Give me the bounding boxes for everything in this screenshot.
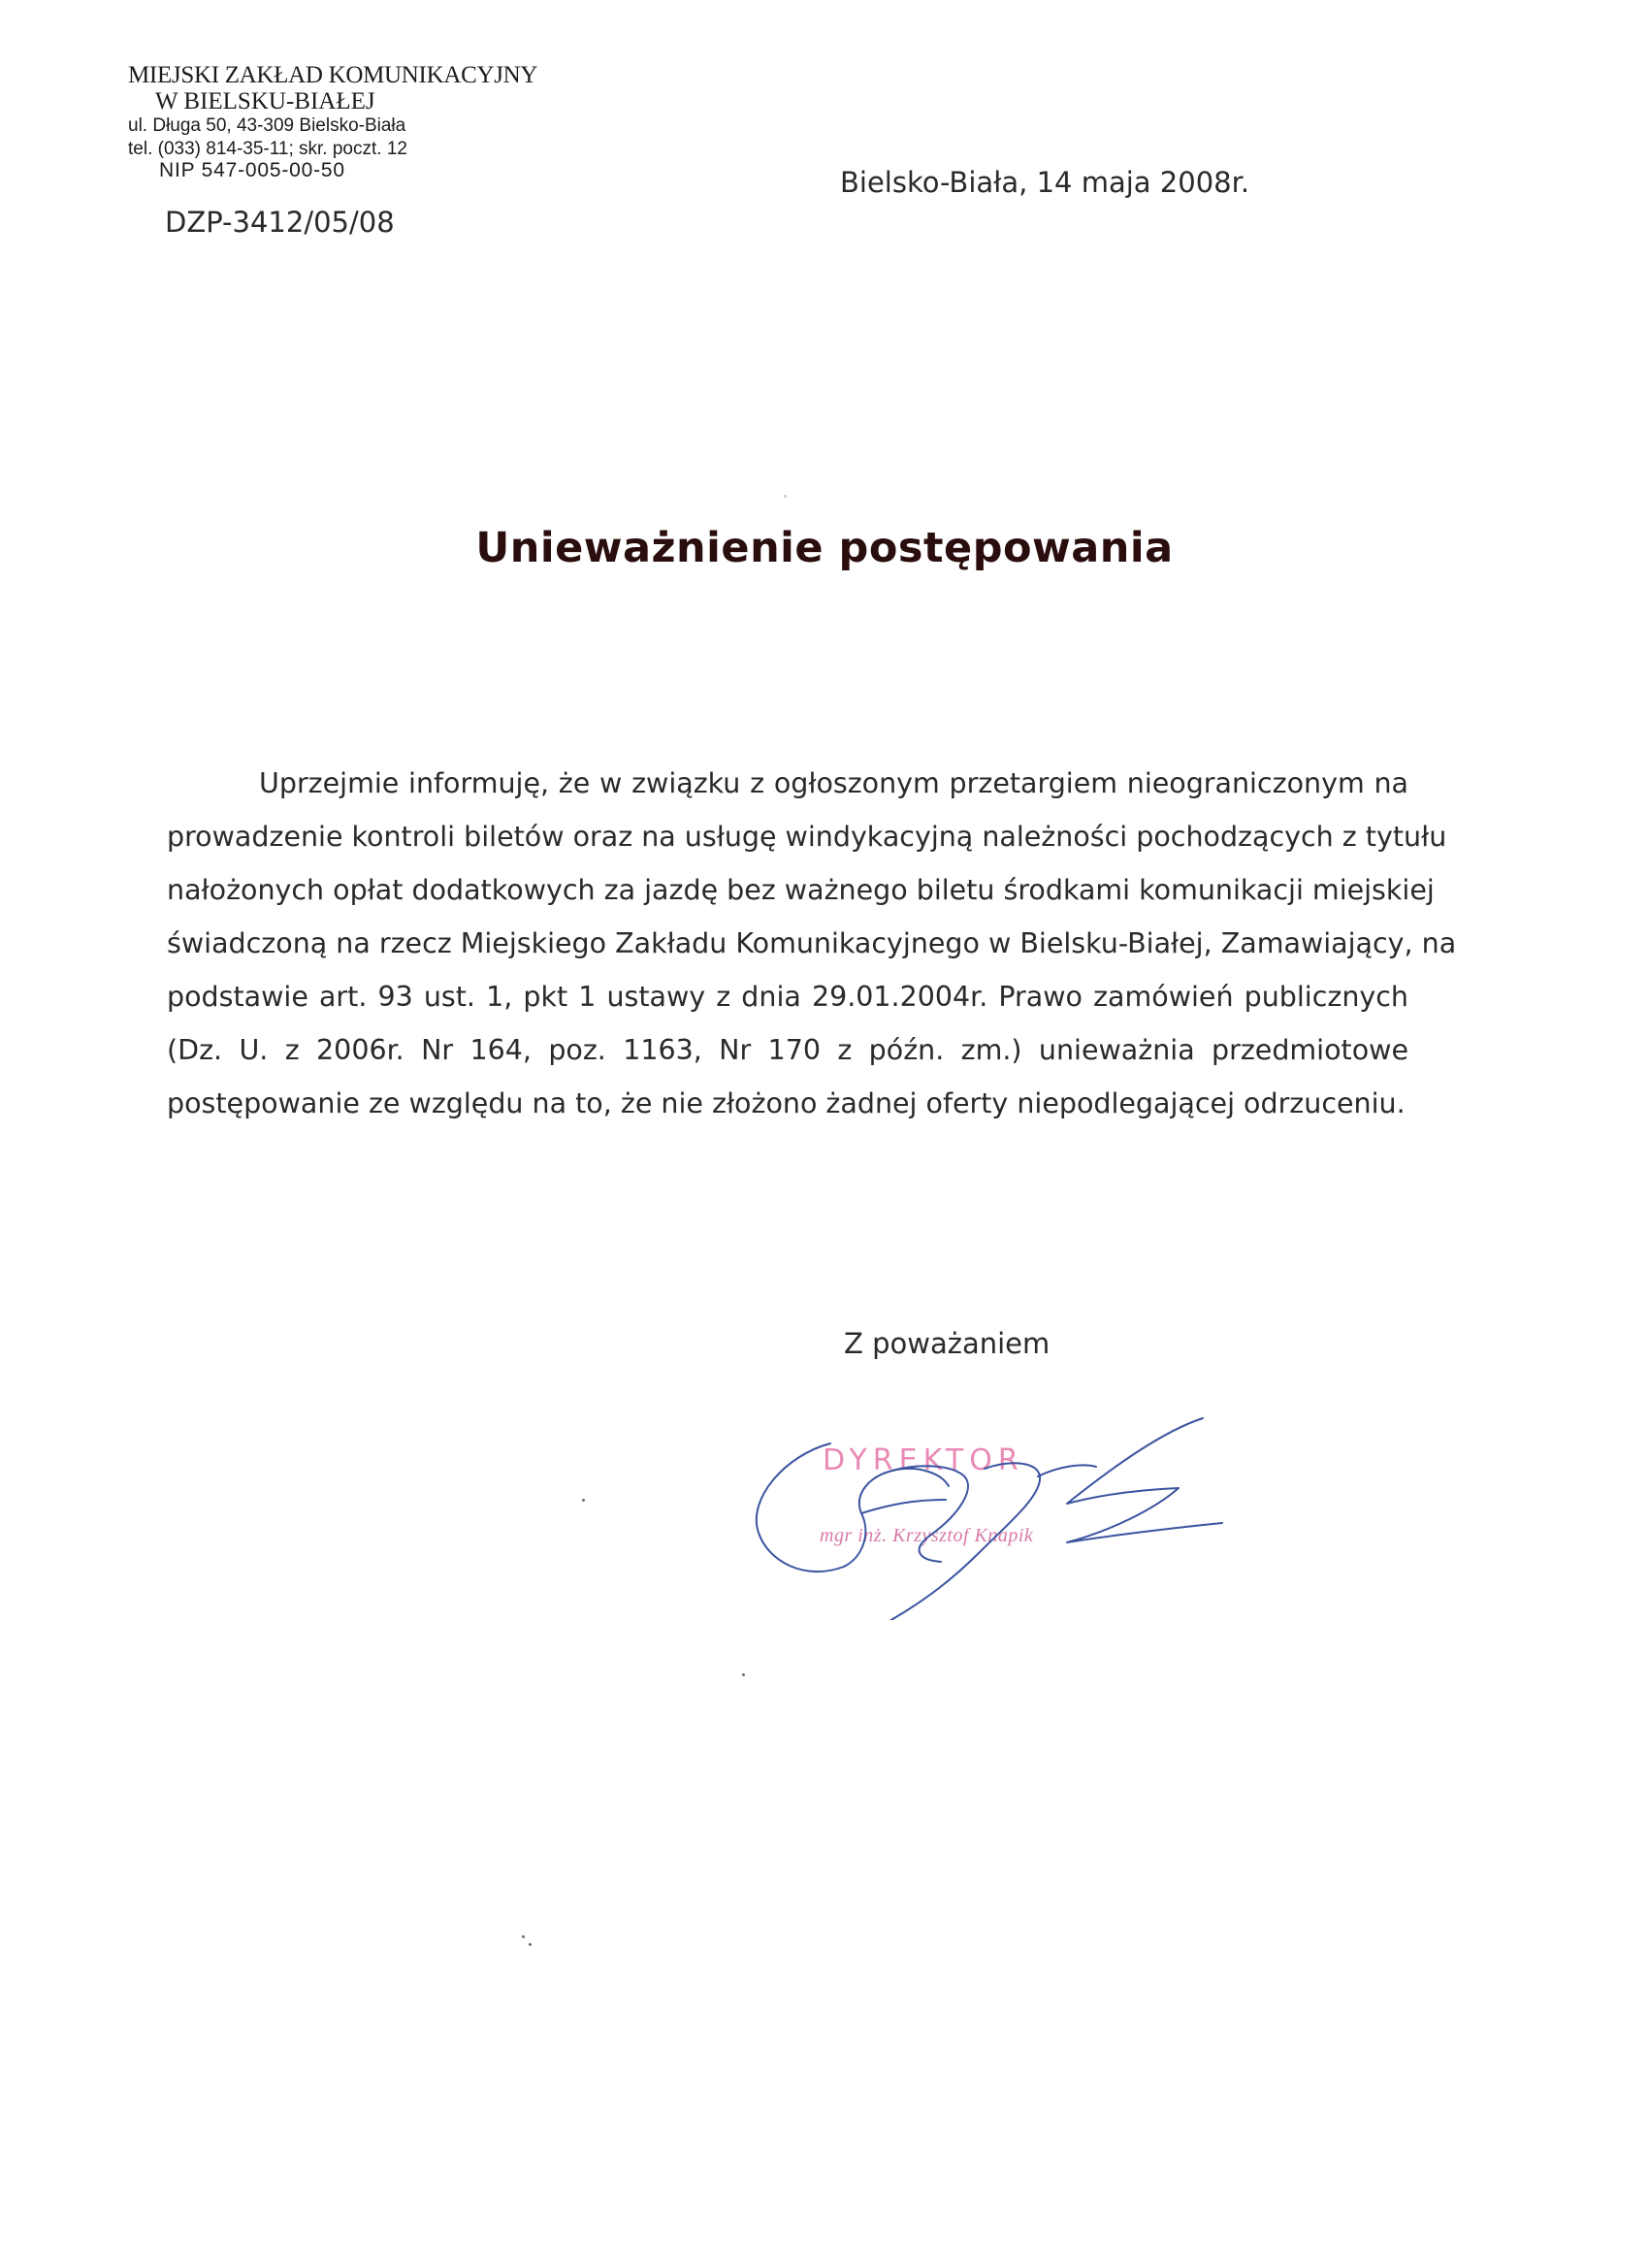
- scan-speck: [522, 1935, 525, 1938]
- organization-city: W BIELSKU-BIAŁEJ: [155, 88, 375, 114]
- handwritten-signature: [747, 1407, 1251, 1620]
- organization-nip: NIP 547-005-00-50: [159, 159, 345, 181]
- body-line: nałożonych opłat dodatkowych za jazdę bez ważnego biletu środkami komunikacji miejskiej: [167, 874, 1435, 906]
- body-line: prowadzenie kontroli biletów oraz na usługę windykacyjną należności pochodzących z tytułu: [167, 821, 1447, 853]
- document-date: Bielsko-Biała, 14 maja 2008r.: [840, 166, 1250, 199]
- letter-body: [167, 757, 1457, 1130]
- organization-name: MIEJSKI ZAKŁAD KOMUNIKACYJNY: [128, 62, 538, 88]
- body-line: (Dz. U. z 2006r. Nr 164, poz. 1163, Nr 170 z późn. zm.) unieważnia przedmiotowe: [167, 1034, 1408, 1066]
- scan-speck: [582, 1499, 585, 1502]
- organization-address: ul. Długa 50, 43-309 Bielsko-Biała: [128, 115, 406, 136]
- organization-phone: tel. (033) 814-35-11; skr. poczt. 12: [128, 139, 407, 159]
- body-line: postępowanie ze względu na to, że nie złożono żadnej oferty niepodlegającej odrzuceniu.: [167, 1087, 1406, 1119]
- body-line: podstawie art. 93 ust. 1, pkt 1 ustawy z dnia 29.01.2004r. Prawo zamówień publicznych: [167, 981, 1408, 1013]
- closing-salutation: Z poważaniem: [844, 1327, 1051, 1360]
- signature-block: [747, 1407, 1251, 1620]
- scan-speck: [784, 495, 787, 498]
- document-reference: DZP-3412/05/08: [165, 206, 395, 239]
- scan-speck: [742, 1673, 745, 1676]
- director-stamp-name: mgr inż. Krzysztof Knapik: [820, 1525, 1034, 1546]
- body-line: świadczoną na rzecz Miejskiego Zakładu Komunikacyjnego w Bielsku-Białej, Zamawiający, na: [167, 927, 1457, 959]
- organization-header-stamp: [128, 62, 538, 181]
- body-line: Uprzejmie informuję, że w związku z ogłoszonym przetargiem nieograniczonym na: [259, 767, 1408, 799]
- scan-speck: [529, 1943, 532, 1946]
- director-stamp-title: DYREKTOR: [823, 1443, 1024, 1477]
- document-title: Unieważnienie postępowania: [475, 524, 1174, 572]
